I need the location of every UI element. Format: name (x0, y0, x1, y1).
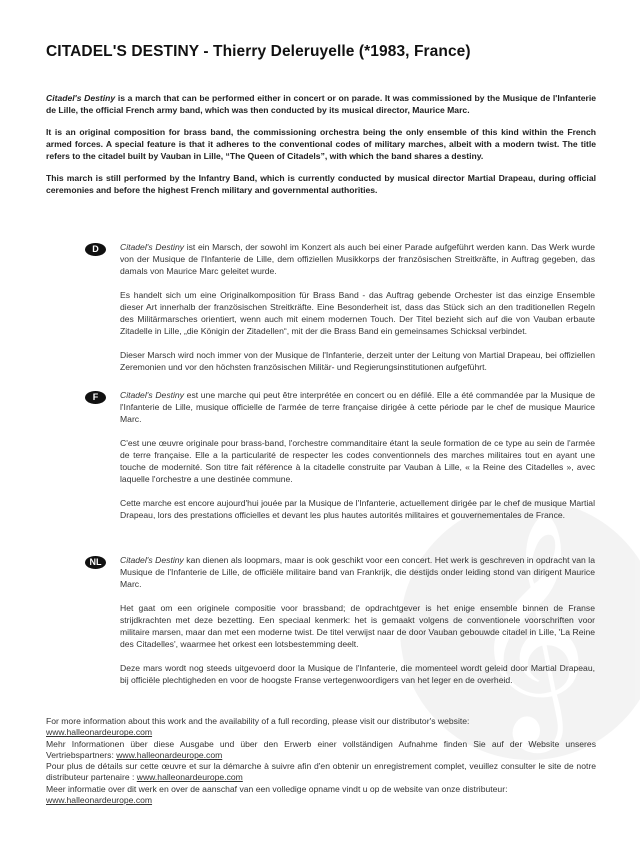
german-section (120, 241, 595, 385)
footer-dutch: Meer informatie over dit werk en over de aanschaf van een volledige opname vindt u op de website van onze distributeur: (46, 783, 508, 794)
distributor-link-de[interactable]: www.halleonardeurope.com (116, 749, 223, 760)
english-paragraph-2: It is an original composition for brass band, the commissioning orchestra being the only ensemble of this kind within the French armed forces. A special feature is that it adheres to the conventional codes of military marches, albeit with a modern twist. The title refers to the citadel built by Vauban in Lille, “The Queen of Citadels”, with which the band shares a destiny. (46, 127, 596, 161)
distributor-info (46, 716, 596, 806)
work-title-italic: Citadel's Destiny (46, 93, 116, 103)
french-language-badge: F (85, 391, 106, 404)
page-title: CITADEL'S DESTINY - Thierry Deleruyelle (*1983, France) (46, 43, 471, 60)
footer-german: Mehr Informationen über diese Ausgabe und über den Erwerb einer vollständigen Aufnahme finden Sie auf der Website unseres Vertriebspartners: www.halleonardeurope.com (46, 738, 596, 760)
german-paragraph-1: Citadel's Destiny ist ein Marsch, der sowohl im Konzert als auch bei einer Parade aufgeführt werden kann. Das Werk wurde von der Musique de l'Infanterie de Lille, dem offiziellen Musikkorps der französischen Streitkräfte, in Auftrag gegeben, das damals von Maurice Marc geleitet wurde. (120, 242, 596, 276)
dutch-language-badge: NL (85, 556, 106, 569)
english-paragraph-3: This march is still performed by the Infantry Band, which is currently conducted by musical director Martial Drapeau, during official ceremonies and before the highest French military and governmental authorities. (46, 173, 596, 195)
dutch-paragraph-2: Het gaat om een originele compositie voor brassband; de opdrachtgever is het enige ensemble binnen de Franse strijdkrachten met deze bezetting. Een speciaal kenmerk: het is gemaakt volgens de conventionele voorschriften voor militaire marsen, maar dan met een moderne twist. De titel verwijst naar de door Vauban gebouwde citadel in Lille, 'La Reine des Citadelles', waarmee het orkest een lotsbestemming deelt. (120, 603, 595, 649)
french-paragraph-2: C'est une œuvre originale pour brass-band, l'orchestre commanditaire étant la seule formation de ce type au sein de l'armée de terre française. Elle a la particularité de respecter les codes conventionnels des marches militaires tout en ayant une touche de modernité. Son titre fait référence à la citadelle construite par Vauban à Lille, « la Reine des Citadelles », avec laquelle l'orchestre a une destinée commune. (120, 438, 595, 484)
distributor-link-nl[interactable]: www.halleonardeurope.com (46, 795, 153, 806)
dutch-section (120, 554, 595, 698)
treble-clef-watermark: 𝄞 (400, 500, 640, 760)
distributor-link-en[interactable]: www.halleonardeurope.com (46, 727, 153, 738)
dutch-paragraph-1: Citadel's Destiny kan dienen als loopmars, maar is ook geschikt voor een concert. Het werk is geschreven in opdracht van la Musique de l'Infanterie de Lille, de officiële militaire band van Frankrijk, die destijds onder leiding stond van dirigent Maurice Marc. (120, 555, 595, 589)
dutch-paragraph-3: Deze mars wordt nog steeds uitgevoerd door la Musique de l'Infanterie, die momenteel wordt geleid door Martial Drapeau, bij officiële plechtigheden en voor de hoogste Franse vertegenwoordigers van het leger en de overheid. (120, 663, 595, 685)
footer-french: Pour plus de détails sur cette œuvre et sur la démarche à suivre afin d'en obtenir un enregistrement complet, veuillez consulter le site de notre distributeur partenaire : www.halleonardeurope.com (46, 761, 596, 783)
german-language-badge: D (85, 243, 106, 256)
distributor-link-fr[interactable]: www.halleonardeurope.com (136, 772, 243, 783)
english-section (46, 92, 596, 206)
english-paragraph-1: Citadel's Destiny is a march that can be performed either in concert or on parade. It was commissioned by the Musique de l'Infanterie de Lille, the official French army band, which was then conducted by its musical director, Maurice Marc. (46, 93, 596, 115)
german-paragraph-2: Es handelt sich um eine Originalkomposition für Brass Band - das Auftrag gebende Orchester ist das einzige Ensemble dieser Art innerhalb der französischen Streitkräfte. Eine Besonderheit ist, dass das Stück sich an den traditionellen Regeln des Militärmarsches orientiert, wenn auch mit einem modernen Touch. Der Titel bezieht sich auf die von Vauban erbaute Zitadelle in Lille, „die Königin der Zitadellen“, mit der die Brass Band ein gemeinsames Schicksal verbindet. (120, 290, 595, 336)
french-section (120, 389, 595, 533)
french-paragraph-3: Cette marche est encore aujourd'hui jouée par la Musique de l'Infanterie, actuellement dirigée par le chef de musique Martial Drapeau, lors des prestations officielles et devant les plus hautes autorités militaires et gouvernementales de France. (120, 498, 595, 520)
german-paragraph-3: Dieser Marsch wird noch immer von der Musique de l'Infanterie, derzeit unter der Leitung von Martial Drapeau, bei offiziellen Zeremonien und vor den höchsten französischen Militär- und Regierungsinstitutionen aufgeführt. (120, 350, 595, 372)
footer-english: For more information about this work and the availability of a full recording, please visit our distributor's website: (46, 716, 470, 726)
french-paragraph-1: Citadel's Destiny est une marche qui peut être interprétée en concert ou en défilé. Elle a été commandée par la Musique de l'Infanterie de Lille, musique officielle de l'armée de terre française dirigée à cette période par le chef de musique Maurice Marc. (120, 390, 596, 424)
